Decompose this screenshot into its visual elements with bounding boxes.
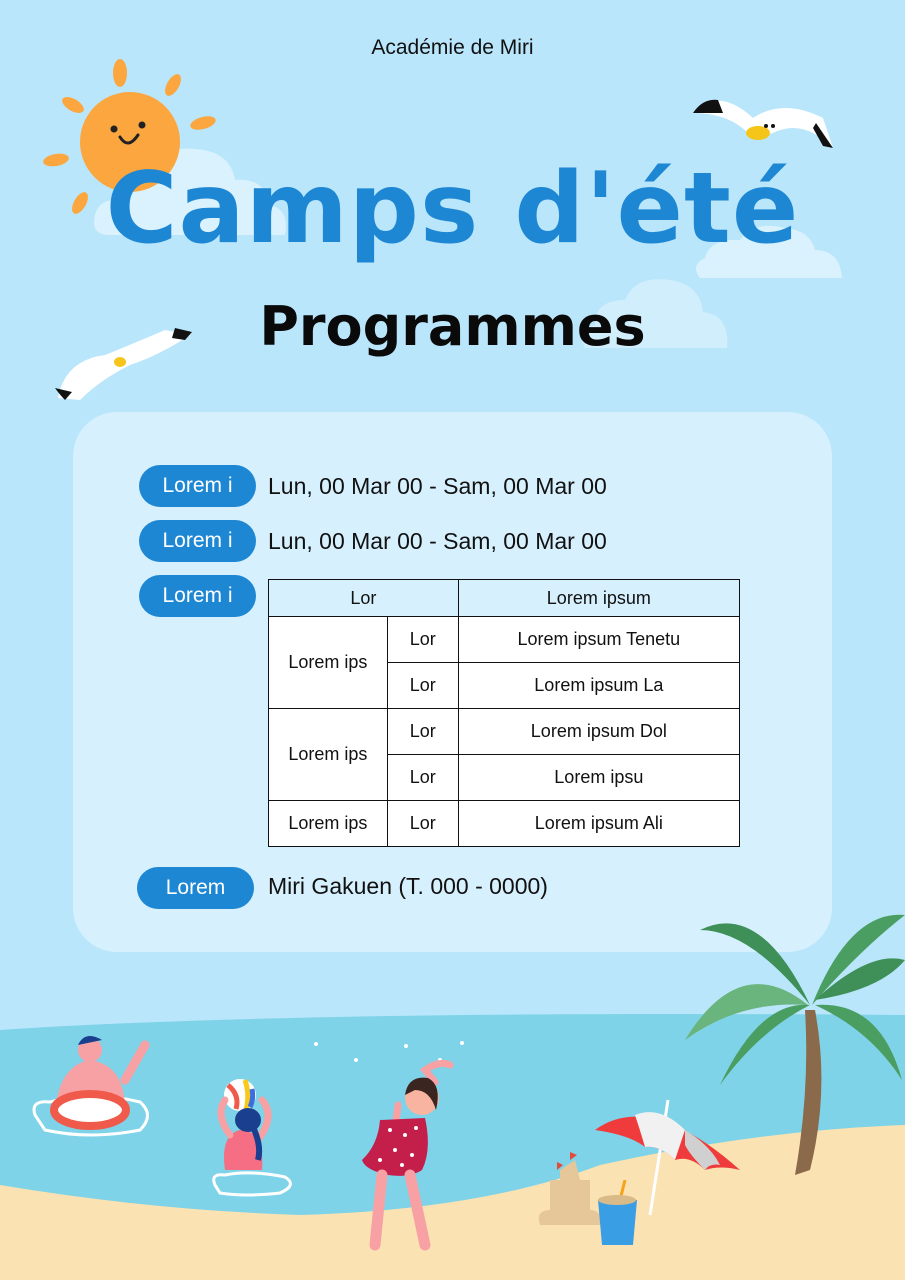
table-row	[269, 617, 740, 663]
table-header: Lor	[269, 580, 459, 617]
table-row	[269, 801, 740, 847]
table-cell: Lor	[387, 709, 458, 755]
row-label-pill: Lorem i	[139, 575, 256, 617]
table-cell: Lor	[387, 801, 458, 847]
row-label-pill: Lorem	[137, 867, 254, 909]
table-header-row	[269, 580, 740, 617]
group-cell: Lorem ips	[269, 709, 388, 801]
beach-ball-icon	[200, 1075, 310, 1200]
table-cell: Lorem ipsum Dol	[458, 709, 739, 755]
row-label-pill: Lorem i	[139, 520, 256, 562]
girl-stretching-icon	[350, 1060, 460, 1255]
info-row-contact	[137, 867, 548, 909]
table-cell: Lorem ipsum Ali	[458, 801, 739, 847]
page-title: Camps d'été	[105, 152, 800, 266]
seagull-icon	[688, 88, 838, 153]
group-cell: Lorem ips	[269, 617, 388, 709]
table-row	[269, 709, 740, 755]
info-row-schedule	[139, 575, 256, 617]
table-cell: Lorem ipsum Tenetu	[458, 617, 739, 663]
table-cell: Lorem ipsu	[458, 755, 739, 801]
table-header: Lorem ipsum	[458, 580, 739, 617]
palm-tree-icon	[680, 890, 905, 1180]
swimmer-icon	[30, 1030, 155, 1145]
info-row-dates-2	[139, 520, 607, 562]
page-subtitle: Programmes	[259, 295, 646, 358]
group-cell: Lorem ips	[269, 801, 388, 847]
schedule-table	[268, 579, 740, 847]
row-value: Miri Gakuen (T. 000 - 0000)	[268, 872, 548, 899]
table-cell: Lor	[387, 663, 458, 709]
row-value: Lun, 00 Mar 00 - Sam, 00 Mar 00	[268, 472, 607, 499]
table-cell: Lor	[387, 617, 458, 663]
info-row-dates-1	[139, 465, 607, 507]
table-cell: Lorem ipsum La	[458, 663, 739, 709]
row-value: Lun, 00 Mar 00 - Sam, 00 Mar 00	[268, 527, 607, 554]
academy-name: Académie de Miri	[371, 36, 534, 59]
table-cell: Lor	[387, 755, 458, 801]
row-label-pill: Lorem i	[139, 465, 256, 507]
